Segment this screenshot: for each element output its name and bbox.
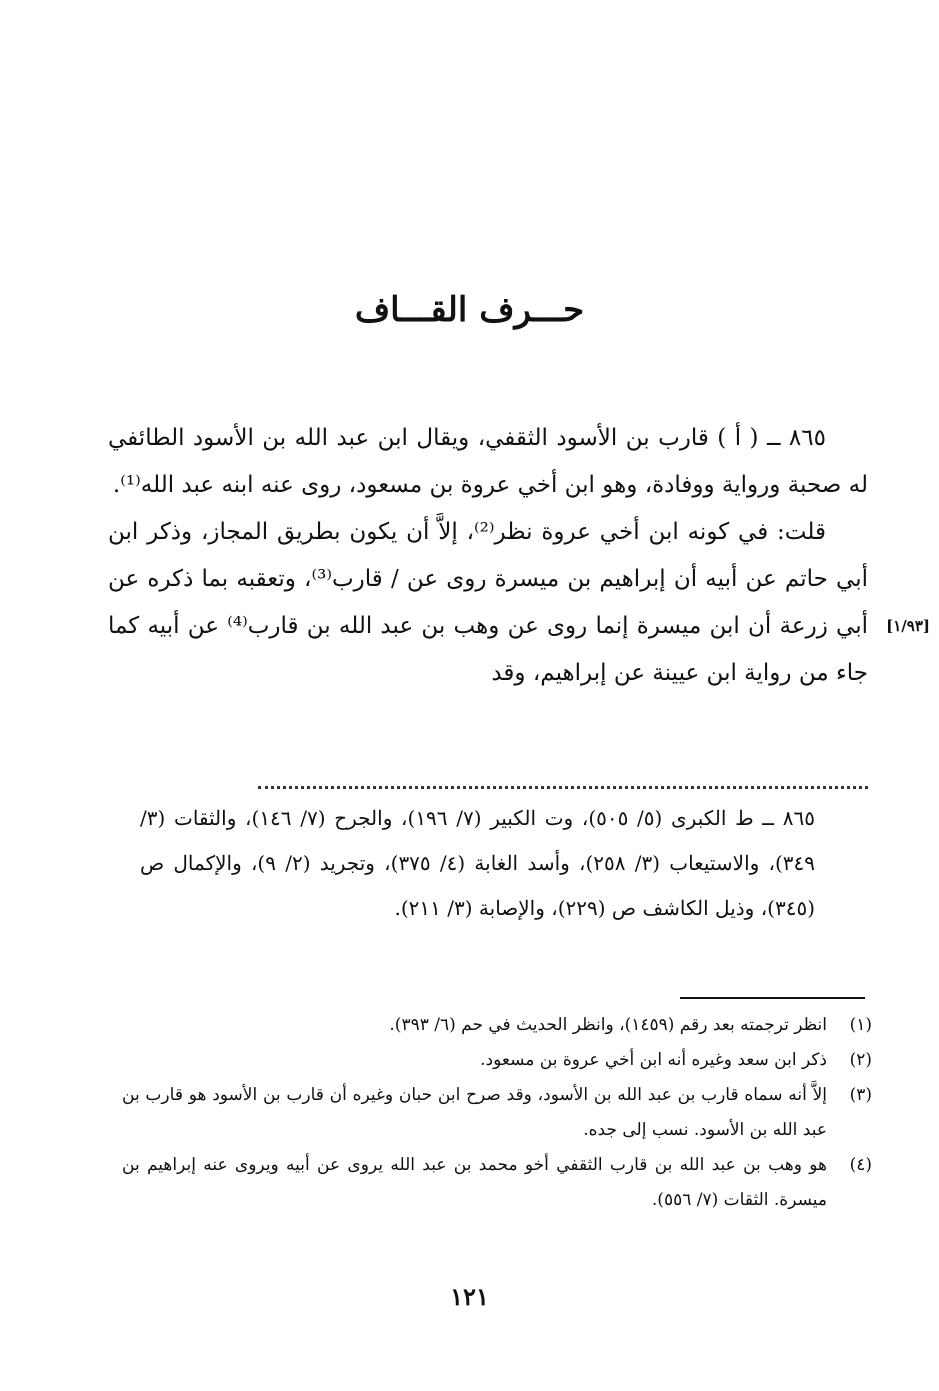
entry-number: ٨٦٥ ــ bbox=[766, 425, 826, 451]
entry-text: ( أ ) قارب بن الأسود الثقفي، ويقال ابن عبد الله بن الأسود الطائفي له صحبة ورواية ووفادة، وهو ابن أخي عروة بن مسعود، روى عنه ابنه عبد الله⁽¹⁾. bbox=[108, 425, 868, 498]
footnote-text: إلاَّ أنه سماه قارب بن عبد الله بن الأسود، وقد صرح ابن حبان وغيره أن قارب بن الأسود هو قارب بن عبد الله بن الأسود. نسب إلى جده. bbox=[122, 1085, 827, 1140]
footnote-number: (٢) bbox=[849, 1050, 872, 1070]
page-number: ١٢١ bbox=[450, 1282, 489, 1311]
footnote-number: (٤) bbox=[849, 1155, 872, 1175]
main-text bbox=[108, 415, 930, 697]
footnote bbox=[122, 1043, 872, 1078]
comment-paragraph: قلت: في كونه ابن أخي عروة نظر⁽²⁾، إلاَّ أن يكون بطريق المجاز، وذكر ابن أبي حاتم عن أبيه أن إبراهيم بن ميسرة روى عن / قارب⁽³⁾، وتعقبه بما ذكره عن أبي زرعة أن ابن ميسرة إنما روى عن وهب بن عبد الله بن قارب⁽⁴⁾ عن أبيه كما جاء من رواية ابن عيينة عن إبراهيم، وقد bbox=[108, 519, 868, 686]
margin-folio-note: [١/٩٣] bbox=[886, 617, 930, 635]
footnote-text: ذكر ابن سعد وغيره أنه ابن أخي عروة بن مسعود. bbox=[480, 1050, 827, 1070]
footnote-text: انظر ترجمته بعد رقم (١٤٥٩)، وانظر الحديث في حم (٦/ ٣٩٣). bbox=[389, 1015, 827, 1035]
footnote-number: (٣) bbox=[849, 1085, 872, 1105]
entry-paragraph bbox=[108, 415, 868, 509]
sources-block: ٨٦٥ ــ ط الكبرى (٥/ ٥٠٥)، وت الكبير (٧/ ١٩٦)، والجرح (٧/ ١٤٦)، والثقات (٣/ ٣٤٩)، والاستيعاب (٣/ ٢٥٨)، وأسد الغابة (٤/ ٣٧٥)، وتجريد (٢/ ٩)، والإكمال ص (٣٤٥)، وذيل الكاشف ص (٢٢٩)، والإصابة (٣/ ٢١١). bbox=[140, 806, 815, 920]
footnote bbox=[122, 1078, 872, 1148]
footnote bbox=[122, 1008, 872, 1043]
footnote-number: (١) bbox=[849, 1015, 872, 1035]
footnote-text: هو وهب بن عبد الله بن قارب الثقفي أخو محمد بن عبد الله يروى عن أبيه ويروى عنه إبراهيم بن ميسرة. الثقات (٧/ ٥٥٦). bbox=[122, 1155, 827, 1210]
footnotes bbox=[122, 1008, 872, 1218]
footnote-separator bbox=[680, 997, 865, 999]
chapter-title: حـــرف القـــاف bbox=[354, 290, 585, 330]
footnote bbox=[122, 1148, 872, 1218]
dotted-separator bbox=[258, 786, 868, 789]
